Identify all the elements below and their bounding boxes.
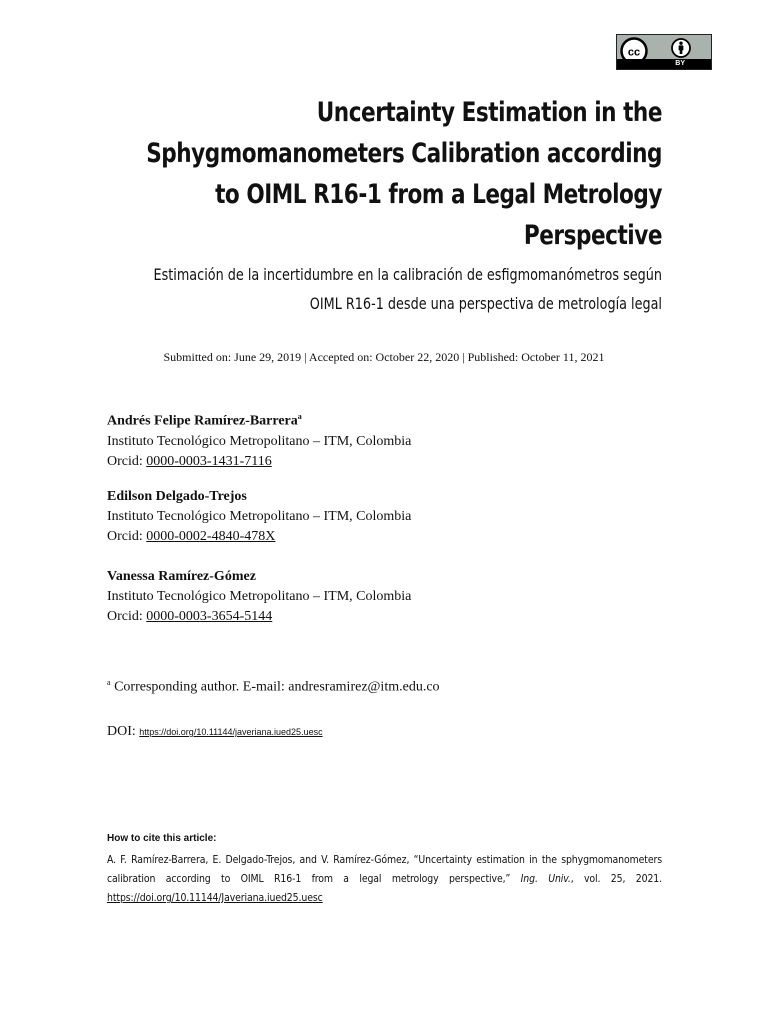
author-block	[107, 567, 411, 627]
author-name: Andrés Felipe Ramírez-Barrera	[107, 413, 298, 429]
author-block	[107, 407, 411, 472]
orcid-link[interactable]: 0000-0002-4840-478X	[146, 529, 276, 544]
doi-line	[107, 724, 323, 740]
orcid-link[interactable]: 0000-0003-3654-5144	[146, 609, 273, 624]
svg-text:cc: cc	[627, 46, 641, 59]
citation-text	[107, 851, 662, 908]
subtitle-line: OIML R16-1 desde una perspectiva de metrología legal	[309, 294, 662, 313]
citation-heading: How to cite this article:	[107, 833, 217, 844]
doi-link[interactable]: https://doi.org/10.11144/javeriana.iued25.uesc	[139, 727, 323, 737]
dates-text: Submitted on: June 29, 2019 | Accepted on: October 22, 2020 | Published: October 11, 2021	[163, 350, 605, 364]
title-line: Sphygmomanometers Calibration according	[146, 138, 663, 169]
attribution-icon	[671, 38, 691, 58]
license-strip	[617, 59, 711, 69]
license-label: BY	[675, 60, 685, 67]
citation-link[interactable]: https://doi.org/10.11144/Javeriana.iued25.uesc	[107, 892, 323, 904]
orcid-label: Orcid:	[107, 453, 147, 469]
corresponding-marker: a	[107, 678, 111, 687]
author-name: Edilson Delgado-Trejos	[107, 489, 247, 504]
title-line: to OIML R16-1 from a Legal Metrology	[215, 179, 663, 210]
subtitle-line: Estimación de la incertidumbre en la calibración de esfigmomanómetros según	[153, 265, 663, 284]
corresponding-text: Corresponding author. E-mail: andresramirez@itm.edu.co	[110, 679, 440, 695]
title-line: Uncertainty Estimation in the	[316, 97, 662, 128]
doi-label: DOI:	[107, 724, 140, 739]
author-block	[107, 487, 411, 547]
orcid-label: Orcid:	[107, 609, 147, 624]
paper-subtitle	[44, 260, 662, 318]
title-line: Perspective	[523, 220, 662, 251]
orcid-link[interactable]: 0000-0003-1431-7116	[146, 453, 272, 469]
author-marker: a	[297, 412, 302, 421]
orcid-label: Orcid:	[107, 529, 147, 544]
author-affiliation: Instituto Tecnológico Metropolitano – ITM, Colombia	[107, 509, 412, 524]
author-affiliation: Instituto Tecnológico Metropolitano – ITM, Colombia	[107, 433, 412, 449]
author-name: Vanessa Ramírez-Gómez	[107, 569, 256, 584]
paper-title	[100, 92, 662, 256]
license-badge[interactable]	[616, 34, 712, 70]
publication-dates	[0, 350, 768, 365]
citation-volume: , vol. 25, 2021.	[570, 873, 663, 885]
citation-authors-title: A. F. Ramírez-Barrera, E. Delgado-Trejos, and V. Ramírez-Gómez, “Uncertainty estimation in the sphygmomanometers calibration according to OIML R16-1 from a legal metrology perspective,”	[107, 854, 662, 885]
author-affiliation: Instituto Tecnológico Metropolitano – ITM, Colombia	[107, 589, 412, 604]
citation-journal: Ing. Univ.	[520, 873, 571, 885]
corresponding-author	[107, 678, 440, 696]
